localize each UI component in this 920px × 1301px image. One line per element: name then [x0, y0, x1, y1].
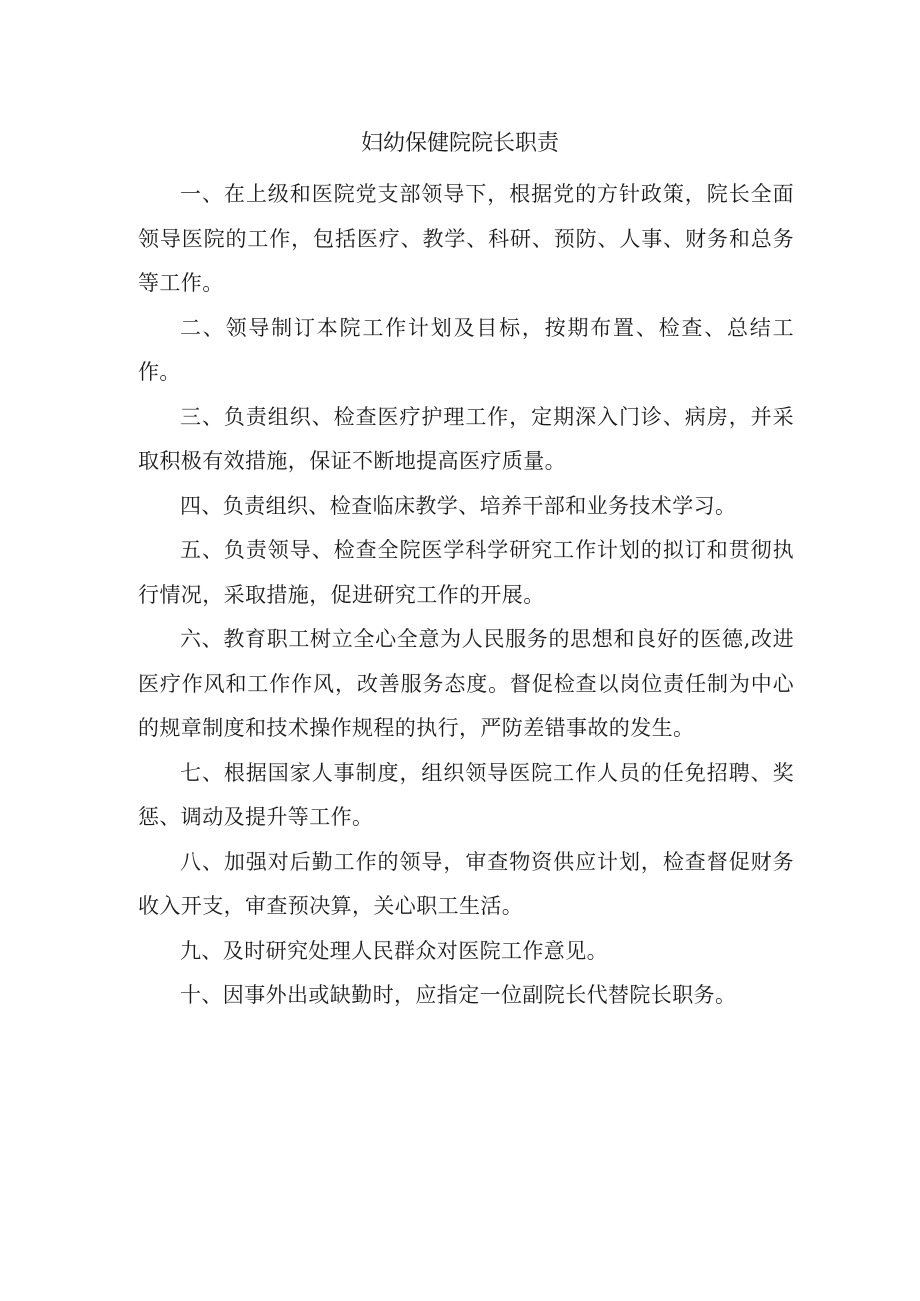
paragraph-8: 八、加强对后勤工作的领导，审查物资供应计划，检查督促财务收入开支，审查预决算，关心职工生活。 — [138, 849, 794, 918]
paragraph-4: 四、负责组织、检查临床教学、培养干部和业务技术学习。 — [180, 493, 737, 518]
document-body — [138, 172, 794, 1018]
paragraph-1: 一、在上级和医院党支部领导下，根据党的方针政策，院长全面领导医院的工作，包括医疗、教学、科研、预防、人事、财务和总务等工作。 — [138, 182, 794, 295]
paragraph-6: 六、教育职工树立全心全意为人民服务的思想和良好的医德,改进医疗作风和工作作风，改善服务态度。督促检查以岗位责任制为中心的规章制度和技术操作规程的执行，严防差错事故的发生。 — [138, 627, 794, 740]
paragraph-2: 二、领导制订本院工作计划及目标，按期布置、检查、总结工作。 — [138, 315, 794, 384]
paragraph-9: 九、及时研究处理人民群众对医院工作意见。 — [180, 938, 608, 963]
paragraph-3: 三、负责组织、检查医疗护理工作，定期深入门诊、病房，并采取积极有效措施，保证不断地提高医疗质量。 — [138, 404, 794, 473]
paragraph-5: 五、负责领导、检查全院医学科学研究工作计划的拟订和贯彻执行情况，采取措施，促进研究工作的开展。 — [138, 538, 794, 607]
paragraph-10: 十、因事外出或缺勤时，应指定一位副院长代替院长职务。 — [180, 983, 737, 1007]
document-title: 妇幼保健院院长职责 — [360, 131, 559, 156]
paragraph-7: 七、根据国家人事制度，组织领导医院工作人员的任免招聘、奖惩、调动及提升等工作。 — [138, 760, 794, 829]
